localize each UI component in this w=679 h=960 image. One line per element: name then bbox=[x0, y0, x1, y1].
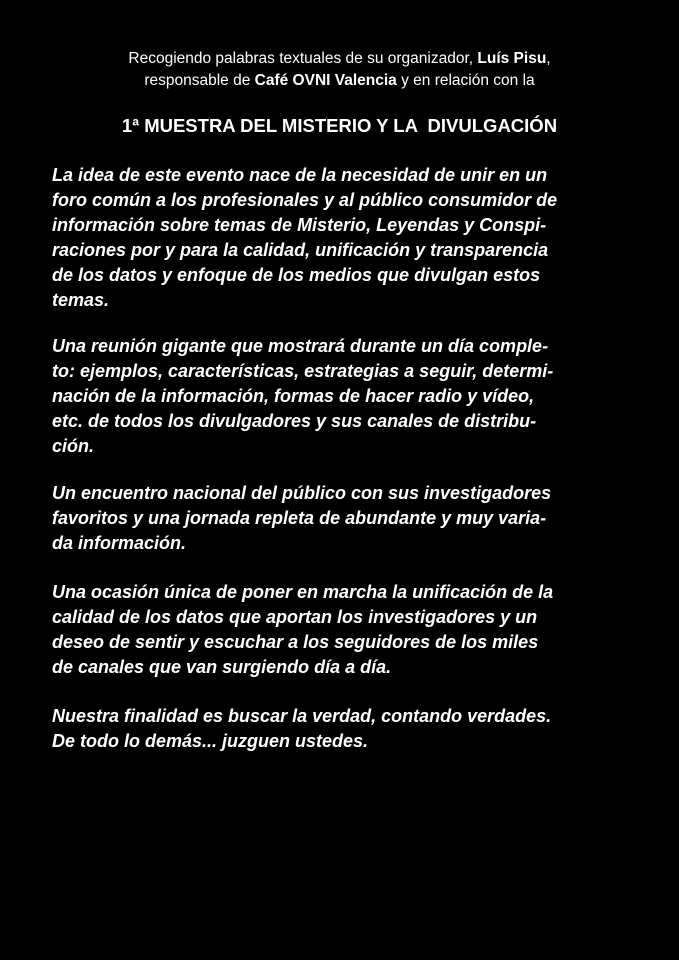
intro-line-1 bbox=[40, 48, 639, 70]
paragraph-finalidad bbox=[52, 704, 642, 754]
paragraph-reunion bbox=[52, 334, 642, 459]
organizer-name: Luís Pisu bbox=[477, 50, 547, 67]
paragraph-line: deseo de sentir y escuchar a los seguidores de los miles bbox=[52, 632, 539, 652]
paragraph-line: de los datos y enfoque de los medios que divulgan estos bbox=[52, 265, 541, 285]
paragraph-line: foro común a los profesionales y al público consumidor de bbox=[52, 190, 558, 210]
paragraph-line: Una reunión gigante que mostrará durante un día comple- bbox=[52, 336, 549, 356]
intro-line-2-prefix: responsable de bbox=[144, 72, 255, 89]
paragraph-line: favoritos y una jornada repleta de abundante y muy varia- bbox=[52, 508, 547, 528]
paragraph-line: ción. bbox=[52, 436, 95, 456]
paragraph-line: De todo lo demás... juzguen ustedes. bbox=[52, 731, 369, 751]
paragraph-line: de canales que van surgiendo día a día. bbox=[52, 657, 392, 677]
paragraph-line: nación de la información, formas de hacer radio y vídeo, bbox=[52, 386, 535, 406]
intro-line-2 bbox=[40, 70, 639, 92]
intro-line-1-suffix: , bbox=[546, 50, 551, 67]
paragraph-line: La idea de este evento nace de la necesidad de unir en un bbox=[52, 165, 548, 185]
paragraph-line: etc. de todos los divulgadores y sus canales de distribu- bbox=[52, 411, 537, 431]
intro-line-1-prefix: Recogiendo palabras textuales de su organizador, bbox=[128, 50, 478, 67]
paragraph-line: Un encuentro nacional del público con sus investigadores bbox=[52, 483, 552, 503]
paragraph-line: calidad de los datos que aportan los investigadores y un bbox=[52, 607, 538, 627]
paragraph-idea bbox=[52, 163, 642, 313]
paragraph-line: temas. bbox=[52, 290, 110, 310]
venue-name: Café OVNI Valencia bbox=[254, 72, 397, 89]
paragraph-line: Una ocasión única de poner en marcha la unificación de la bbox=[52, 582, 554, 602]
intro-line-2-suffix: y en relación con la bbox=[396, 72, 535, 89]
event-title: 1ª MUESTRA DEL MISTERIO Y LA DIVULGACIÓN bbox=[121, 115, 558, 136]
paragraph-encuentro bbox=[52, 481, 642, 556]
paragraph-line: raciones por y para la calidad, unificación y transparencia bbox=[52, 240, 549, 260]
intro-text bbox=[40, 48, 639, 92]
paragraph-ocasion bbox=[52, 580, 642, 680]
paragraph-line: Nuestra finalidad es buscar la verdad, contando verdades. bbox=[52, 706, 552, 726]
paragraph-line: información sobre temas de Misterio, Leyendas y Conspi- bbox=[52, 215, 547, 235]
paragraph-line: to: ejemplos, características, estrategias a seguir, determi- bbox=[52, 361, 554, 381]
paragraph-line: da información. bbox=[52, 533, 187, 553]
